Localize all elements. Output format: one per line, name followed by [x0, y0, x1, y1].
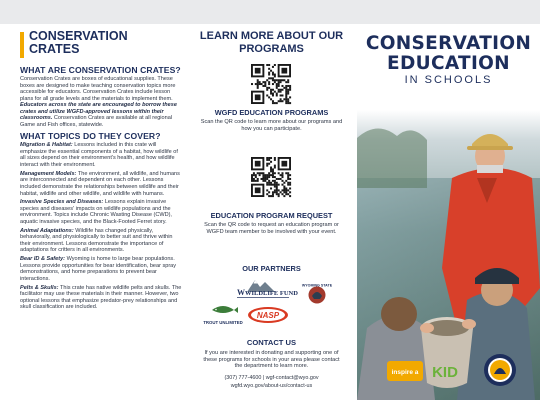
- accent-bar: [20, 32, 24, 58]
- trout-unlimited-logo: [203, 302, 243, 330]
- paragraph-text: Wildlife has changed physically, behaviorally, and physiologically to better suit and thrive within their environment. Lessons demonstrate the importance of adaptations for critters in all environments.: [20, 227, 173, 254]
- nasp-logo: [247, 306, 289, 324]
- panel-body: [20, 62, 184, 313]
- paragraph: [20, 199, 184, 225]
- paragraph-text: The environment, all wildlife, and humans are interconnected and dependent on each other. Lessons included demonstrate the relationships between wildlife and their habitat, wildlife and other wildlife, and wildlife with humans.: [20, 170, 180, 197]
- topic-lead: Invasive Species and Diseases:: [20, 199, 104, 206]
- contact-url[interactable]: wgfd.wyo.gov/about-us/contact-us: [230, 383, 313, 389]
- programs-text: Scan the QR code to learn more about our programs and how you can participate.: [200, 119, 343, 132]
- panel-title: LEARN MORE ABOUT OUR PROGRAMS: [199, 30, 344, 55]
- contact-phone-email[interactable]: (307) 777-4600 | wgf-contact@wyo.gov: [224, 375, 319, 381]
- paragraph: [20, 76, 184, 128]
- request-heading: EDUCATION PROGRAM REQUEST: [210, 211, 333, 220]
- topic-lead: Migration & Habitat:: [20, 142, 73, 149]
- topic-lead: Pelts & Skulls:: [20, 284, 59, 291]
- cover-title: CONSERVATION EDUCATION: [365, 33, 532, 74]
- paragraph: [20, 285, 184, 311]
- panel-conservation-crates: [20, 30, 184, 396]
- paragraph-text: Conservation Crates are boxes of educational supplies. These boxes are designed to make teaching conservation topics more accessible for educators. Conservation Crates include lesson plans for all grade levels and the materials to implement them.: [20, 76, 176, 102]
- wildlife-fund-text: WILDLIFE FUND: [245, 290, 298, 297]
- contact-text: If you are interested in donating and supporting one of these programs for schools in your area please contact the department to learn more.: [203, 350, 340, 370]
- contact-title: CONTACT US: [246, 338, 297, 347]
- kid-text: KID: [432, 364, 458, 381]
- emphasis-text: Educators across the state are encouraged to borrow these crates and utilize WGFD-approved lessons within their classrooms.: [20, 102, 177, 122]
- inspire-a-kid-logo: [387, 358, 467, 384]
- paragraph: [20, 256, 184, 282]
- top-margin: [0, 0, 540, 24]
- paragraph-text: Conservation Crates are available at all regional Game and Fish offices, statewide.: [20, 115, 173, 128]
- nasp-text: NASP: [256, 311, 280, 320]
- request-text: Scan the QR code to request an education program or WGFD team member to be involved with your event.: [204, 222, 339, 235]
- paragraph: [20, 142, 184, 168]
- paragraph: [20, 228, 184, 254]
- panel-title: CONSERVATION CRATES: [29, 29, 128, 56]
- wgfd-seal-icon: [482, 352, 518, 388]
- wildlife-fund-logo: [233, 276, 298, 302]
- qr-code-programs[interactable]: [251, 64, 291, 104]
- paragraph: [20, 171, 184, 197]
- programs-heading: WGFD EDUCATION PROGRAMS: [214, 108, 329, 117]
- svg-text:W: W: [237, 288, 245, 297]
- topic-lead: Animal Adaptations:: [20, 227, 74, 234]
- paragraph-text: Lessons included in this crate will emphasize the essential components of a habitat, how wildlife of all sizes depend on their environment's health, and how wildlife interact with their environment.: [20, 142, 178, 169]
- trout-unlimited-text: TROUT UNLIMITED: [203, 320, 243, 325]
- paragraph-text: Lessons explain invasive species and diseases' impacts on wildlife populations and the environment. Topics include Chronic Wasting Disease (CWD), aquatic invasive species, and the Black-Footed Ferret story.: [20, 199, 172, 225]
- panel-learn-more: [195, 30, 348, 396]
- section-heading: WHAT ARE CONSERVATION CRATES?: [20, 65, 181, 75]
- topic-lead: Management Models:: [20, 170, 77, 177]
- section-heading: WHAT TOPICS DO THEY COVER?: [20, 131, 161, 142]
- inspire-text: inspire a: [391, 369, 419, 376]
- cover-subtitle: IN SCHOOLS: [404, 74, 493, 86]
- panel-cover: [357, 28, 540, 400]
- paragraph-text: This crate has native wildlife pelts and skulls. The facilitator may use these materials in their manner. However, two optional lessons that emphasize predator-prey relationships and skull classification are included.: [20, 284, 182, 311]
- paragraph-text: Wyoming is home to large bear populations. Lessons provide opportunities for bear identification, bear spray demonstrations, and home preparations to prevent bear interactions.: [20, 256, 177, 282]
- topic-lead: Bear ID & Safety:: [20, 256, 66, 263]
- wyoming-state-text: WYOMING STATE: [301, 283, 333, 288]
- wyoming-state-logo: [300, 282, 334, 306]
- qr-code-request[interactable]: [251, 157, 291, 197]
- partners-title: OUR PARTNERS: [242, 264, 301, 273]
